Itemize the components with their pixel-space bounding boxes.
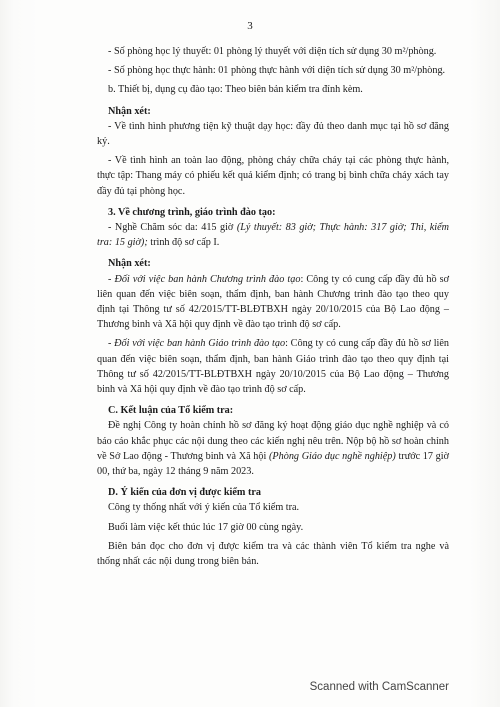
remarks-teaching-means: - Về tình hình phương tiện kỹ thuật dạy học: đầy đủ theo danh mục tại hồ sơ đăng ký. [97, 120, 449, 148]
practice-room-text: - Số phòng học thực hành: 01 phòng thực hành với diện tích sử dụng 30 m²/phòng. [108, 65, 446, 77]
document-body [97, 44, 449, 569]
section-3-heading: 3. Về chương trình, giáo trình đào tạo: [108, 206, 276, 218]
theory-room-text: - Số phòng học lý thuyết: 01 phòng lý thuyết với diện tích sử dụng 30 m²/phòng. [108, 46, 437, 57]
remarks-safety: - Về tình hình an toàn lao động, phòng cháy chữa cháy tại các phòng thực hành, thực tập: Thang máy có phiếu kết quả kiểm định; có trang bị bình chữa cháy xách tay đầy đủ tại phòng học. [97, 155, 449, 197]
opinion-reading: Biên bản đọc cho đơn vị được kiểm tra và các thành viên Tổ kiểm tra nghe và thống nhất các nội dung trong biên bản. [97, 540, 449, 568]
remarks-program: - Đối với việc ban hành Chương trình đào tạo: Công ty có cung cấp đầy đủ hồ sơ liên quan đến việc biên soạn, thẩm định, ban hành Chương trình đào tạo theo quy định tại Thông tư số 42/2015/TT-BLĐTBXH ngày 20/10/2015 của Bộ Lao động – Thương binh và Xã hội quy định về đào tạo trình độ sơ cấp. [97, 273, 449, 331]
remarks-heading: Nhận xét: [108, 105, 151, 117]
scanner-watermark: Scanned with CamScanner [309, 681, 449, 693]
opinion-end-time: Buổi làm việc kết thúc lúc 17 giờ 00 cùng ngày. [108, 521, 304, 533]
remarks-heading-2: Nhận xét: [108, 258, 151, 270]
program-hours-text: - Nghề Chăm sóc da: 415 giờ (Lý thuyết: 83 giờ; Thực hành: 317 giờ; Thi, kiểm tra: 15 giờ); trình độ sơ cấp I. [97, 222, 449, 249]
equipment-text: b. Thiết bị, dụng cụ đào tạo: Theo biên bản kiểm tra đính kèm. [108, 84, 363, 96]
opinion-agree: Công ty thống nhất với ý kiến của Tổ kiểm tra. [108, 502, 300, 514]
opinion-heading: D. Ý kiến của đơn vị được kiểm tra [108, 487, 261, 499]
remarks-textbook: - Đối với việc ban hành Giáo trình đào tạo: Công ty có cung cấp đầy đủ hồ sơ liên quan đến việc biên soạn, thẩm định, ban hành Giáo trình đào tạo theo quy định tại Thông tư số 42/2015/TT-BLĐTBXH ngày 20/10/2015 của Bộ Lao động – Thương binh và Xã hội quy định về đào tạo trình độ sơ cấp. [97, 338, 449, 396]
conclusion-text: Đề nghị Công ty hoàn chỉnh hồ sơ đăng ký hoạt động giáo dục nghề nghiệp và có báo cáo khắc phục các nội dung theo các kiến nghị nêu trên. Nộp bộ hồ sơ hoàn chỉnh về Sở Lao động - Thương binh và Xã hội (Phòng Giáo dục nghề nghiệp) trước 17 giờ 00, thứ ba, ngày 12 tháng 9 năm 2023. [97, 420, 449, 478]
conclusion-heading: C. Kết luận của Tổ kiểm tra: [108, 405, 234, 417]
page-number: 3 [247, 20, 253, 32]
